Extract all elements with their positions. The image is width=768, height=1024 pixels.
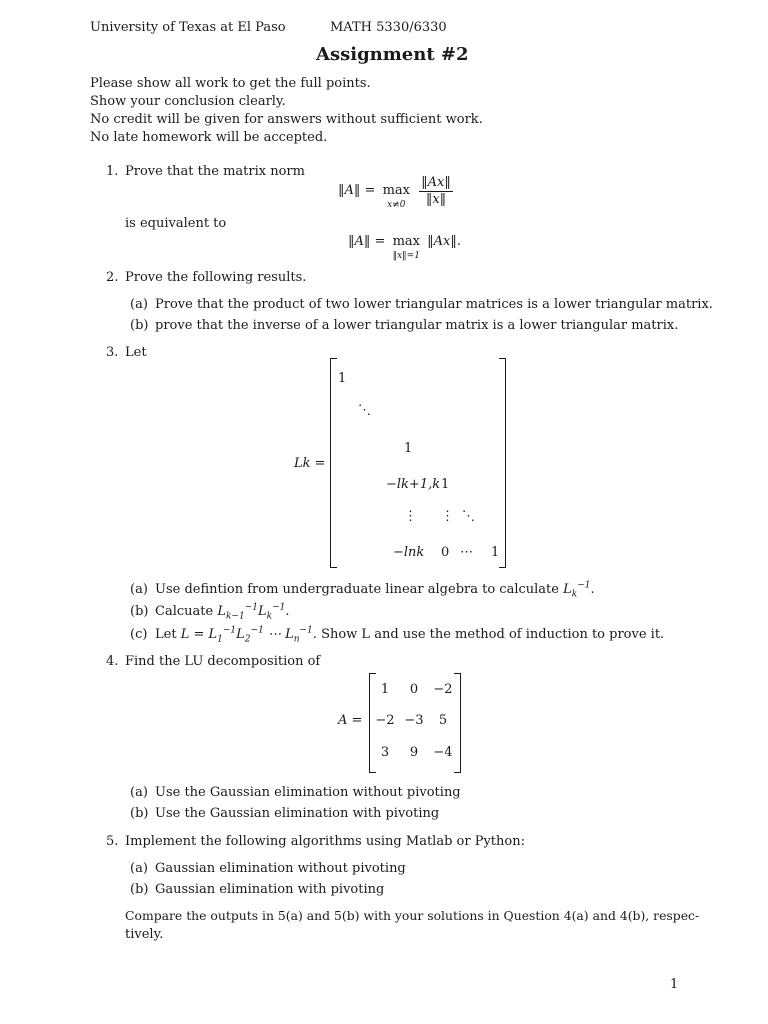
- q2-number: 2.: [106, 270, 119, 285]
- lk-cdots: ⋯: [460, 545, 473, 560]
- lk-entry-lnk: −lnk: [393, 545, 425, 560]
- a-entry: 0: [409, 682, 419, 697]
- eq1-denominator: ‖x‖: [425, 191, 447, 207]
- a-entry: 5: [438, 713, 448, 728]
- instruction-line: Show your conclusion clearly.: [90, 94, 286, 109]
- a-entry: −2: [375, 713, 395, 728]
- q3-part-label: (c): [130, 627, 148, 642]
- university-name: University of Texas at El Paso: [90, 20, 286, 35]
- q3-text: Let: [125, 345, 147, 360]
- q5-text: Implement the following algorithms using Matlab or Python:: [125, 834, 525, 849]
- q2-part-label: (a): [130, 297, 148, 312]
- eq2-max-op: max: [392, 234, 420, 249]
- q3-part-c: Let $L = L_1^{-1}L_2^{-1}$ ⋯ $L_n^{-1}$. Show L and use the method of induction to prove it.: [155, 625, 665, 645]
- eq1-lhs: ‖A‖ =: [338, 183, 376, 198]
- a-entry: 1: [380, 682, 390, 697]
- lk-left-bracket: [330, 358, 337, 568]
- q3-number: 3.: [106, 345, 119, 360]
- q4-number: 4.: [106, 654, 119, 669]
- a-entry: −3: [404, 713, 424, 728]
- eq1-fraction: [419, 175, 453, 207]
- eq2-rhs: ‖Ax‖.: [427, 234, 461, 249]
- a-entry: −2: [433, 682, 453, 697]
- q3a-formula: $L_k^{-1}$: [563, 580, 591, 600]
- assignment-title: Assignment #2: [316, 44, 469, 65]
- eq1-max-limit: x≠0: [387, 199, 406, 210]
- eq1-max: [382, 175, 410, 210]
- q5-part-label: (b): [130, 882, 149, 897]
- lk-vdots: ⋮: [404, 509, 417, 524]
- q4-part-label: (b): [130, 806, 149, 821]
- q3-part-b: Calcuate $L_{k-1}^{-1}L_k^{-1}$.: [155, 602, 290, 622]
- q3-part-label: (b): [130, 604, 149, 619]
- q2-part-text: Prove that the product of two lower triangular matrices is a lower triangular matrix.: [155, 297, 713, 312]
- lk-right-bracket: [499, 358, 506, 568]
- q3-part-tail: Show L and use the method of induction to prove it.: [321, 627, 665, 642]
- lk-vdots: ⋮: [441, 509, 454, 524]
- a-matrix: [369, 673, 461, 773]
- eq1-numerator: ‖Ax‖: [421, 175, 451, 190]
- q4-text: Find the LU decomposition of: [125, 654, 321, 669]
- a-entry: 9: [409, 745, 419, 760]
- instructions: [90, 75, 483, 147]
- q3-part-text: Let: [155, 627, 177, 642]
- q4-part-text: Use the Gaussian elimination with pivoting: [155, 806, 440, 821]
- q1-equation-2: [348, 233, 461, 261]
- eq2-max: [393, 233, 420, 261]
- q1-equation-1: [338, 175, 455, 210]
- q3c-formula: $L = L_1^{-1}L_2^{-1}$ ⋯ $L_n^{-1}$: [180, 625, 313, 645]
- q2-part-text: prove that the inverse of a lower triangular matrix is a lower triangular matrix.: [155, 318, 679, 333]
- a-matrix-lhs: A =: [338, 713, 363, 728]
- q5-compare-text: Compare the outputs in 5(a) and 5(b) with your solutions in Question 4(a) and 4(b), respec-: [125, 908, 700, 923]
- q5-number: 5.: [106, 834, 119, 849]
- q5-part-text: Gaussian elimination without pivoting: [155, 861, 406, 876]
- lk-entry: 0: [441, 545, 450, 560]
- lk-entry-lk1: −lk+1,k: [386, 477, 441, 492]
- lk-matrix-lhs: Lk =: [294, 456, 326, 471]
- page-number: 1: [670, 977, 679, 992]
- q1-number: 1.: [106, 164, 119, 179]
- eq2-max-limit: ‖x‖=1: [392, 250, 420, 261]
- eq2-lhs: ‖A‖ =: [348, 234, 386, 249]
- q5-part-label: (a): [130, 861, 148, 876]
- q2-text: Prove the following results.: [125, 270, 307, 285]
- q3-part-text: Use defintion from undergraduate linear algebra to calculate: [155, 582, 559, 597]
- q5-compare-text-cont: tively.: [125, 927, 164, 942]
- lk-entry: 1: [441, 477, 450, 492]
- lk-entry: 1: [491, 545, 500, 560]
- a-entry: −4: [433, 745, 453, 760]
- eq1-max-op: max: [382, 183, 410, 198]
- q1-middle-text: is equivalent to: [125, 216, 227, 231]
- lk-matrix: [330, 358, 506, 568]
- q4-part-text: Use the Gaussian elimination without pivoting: [155, 785, 461, 800]
- a-entry: 3: [380, 745, 390, 760]
- q2-part-label: (b): [130, 318, 149, 333]
- lk-ddots: ⋱: [358, 403, 371, 418]
- instruction-line: Please show all work to get the full points.: [90, 76, 371, 91]
- q1-text: Prove that the matrix norm: [125, 164, 305, 179]
- lk-ddots: ⋱: [462, 509, 475, 524]
- q3-part-text: Calcuate: [155, 604, 214, 619]
- lk-entry: 1: [338, 371, 347, 386]
- q3-part-a: Use defintion from undergraduate linear algebra to calculate $L_k^{-1}$.: [155, 580, 595, 600]
- course-number: MATH 5330/6330: [330, 20, 447, 35]
- instruction-line: No credit will be given for answers without sufficient work.: [90, 112, 483, 127]
- a-right-bracket: [454, 673, 461, 773]
- lk-entry: 1: [404, 441, 413, 456]
- q4-part-label: (a): [130, 785, 148, 800]
- q3-part-label: (a): [130, 582, 148, 597]
- instruction-line: No late homework will be accepted.: [90, 130, 328, 145]
- q3b-formula: $L_{k-1}^{-1}L_k^{-1}$: [217, 602, 286, 622]
- q5-part-text: Gaussian elimination with pivoting: [155, 882, 385, 897]
